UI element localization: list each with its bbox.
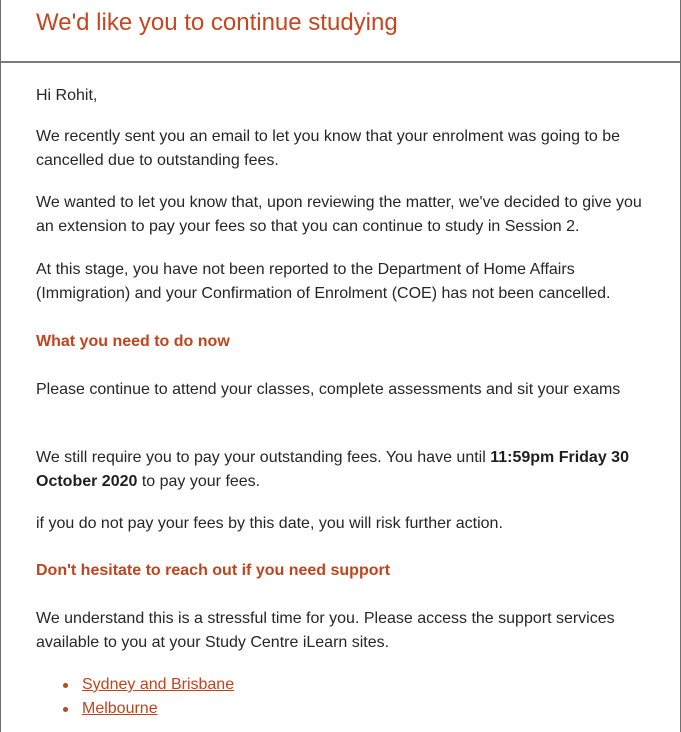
paragraph-support-services: We understand this is a stressful time for you. Please access the support services available to you at your Study Centre iLearn sites. bbox=[36, 610, 615, 651]
paragraph-pay-fees-deadline bbox=[36, 446, 656, 494]
greeting: Hi Rohit, bbox=[36, 87, 98, 104]
deadline-intro-text: We still require you to pay your outstanding fees. You have until bbox=[36, 449, 491, 466]
email-title: We'd like you to continue studying bbox=[36, 9, 398, 36]
email-header bbox=[1, 0, 680, 63]
paragraph-enrolment-cancelled: We recently sent you an email to let you know that your enrolment was going to be cancelled due to outstanding fees. bbox=[36, 128, 621, 169]
link-sydney-and-brisbane[interactable]: Sydney and Brisbane bbox=[82, 676, 235, 693]
paragraph-further-action: if you do not pay your fees by this date, you will risk further action. bbox=[36, 515, 503, 532]
bullet-icon bbox=[63, 683, 68, 688]
deadline-outro-text: to pay your fees. bbox=[137, 473, 261, 490]
paragraph-extension: We wanted to let you know that, upon reviewing the matter, we've decided to give you an extension to pay your fees so that you can continue to study in Session 2. bbox=[36, 194, 642, 235]
paragraph-immigration-status: At this stage, you have not been reported to the Department of Home Affairs (Immigration) and your Confirmation of Enrolment (COE) has not been cancelled. bbox=[36, 261, 611, 302]
heading-what-you-need-to-do: What you need to do now bbox=[36, 333, 230, 350]
deadline-date: 11:59pm Friday 30 October 2020 bbox=[36, 449, 629, 490]
heading-reach-out-support: Don't hesitate to reach out if you need support bbox=[36, 562, 391, 579]
paragraph-attend-classes: Please continue to attend your classes, complete assessments and sit your exams bbox=[36, 381, 621, 398]
link-melbourne[interactable]: Melbourne bbox=[82, 700, 158, 717]
bullet-icon bbox=[63, 707, 68, 712]
